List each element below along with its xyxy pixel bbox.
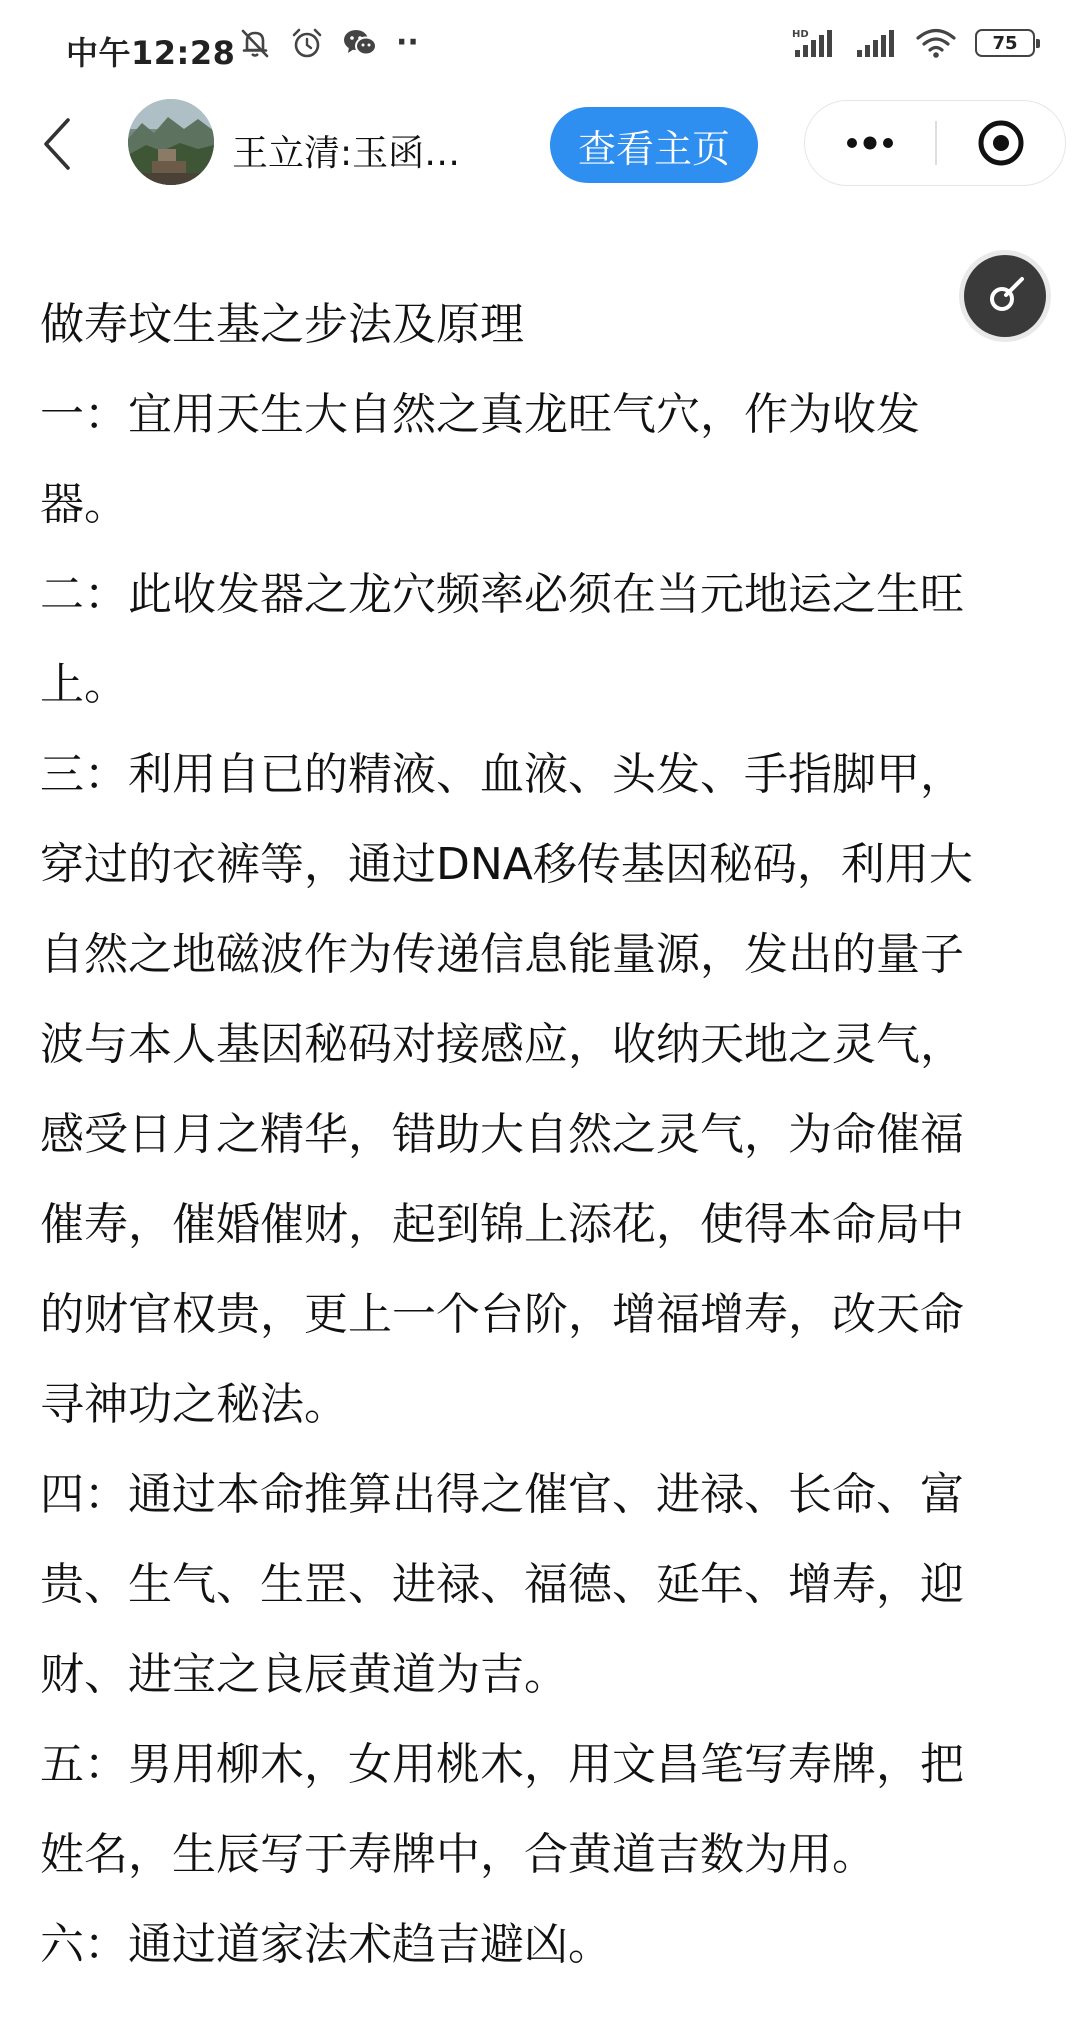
more-dots-icon xyxy=(845,136,895,150)
target-close-icon xyxy=(976,118,1026,168)
view-homepage-button[interactable]: 查看主页 xyxy=(550,107,758,183)
article-line: 五：男用柳木，女用桃木，用文昌笔写寿牌，把 xyxy=(40,1739,964,1790)
status-time: 中午12:28 xyxy=(66,34,236,72)
more-options-button[interactable] xyxy=(805,101,935,185)
article-line: 上。 xyxy=(40,659,128,710)
hd-label: HD xyxy=(792,29,809,40)
article-body xyxy=(40,280,1040,1990)
article-line: 催寿，催婚催财，起到锦上添花，使得本命局中 xyxy=(40,1199,964,1250)
article-line: 姓名，生辰写于寿牌中，合黄道吉数为用。 xyxy=(40,1829,876,1880)
article-header xyxy=(0,95,1079,195)
status-icons-left xyxy=(238,26,419,60)
signal-icon xyxy=(855,26,897,60)
avatar-landscape-image xyxy=(128,99,214,185)
article-line: 贵、生气、生罡、进禄、福德、延年、增寿，迎 xyxy=(40,1559,964,1610)
article-line: 二：此收发器之龙穴频率必须在当元地运之生旺 xyxy=(40,569,964,620)
article-line: 财、进宝之良辰黄道为吉。 xyxy=(40,1649,568,1700)
article-line: 六：通过道家法术趋吉避凶。 xyxy=(40,1919,612,1970)
close-mini-program-button[interactable] xyxy=(936,101,1065,185)
alarm-clock-icon xyxy=(290,26,324,60)
article-title: 做寿坟生基之步法及原理 xyxy=(40,299,524,350)
article-line: 三：利用自已的精液、血液、头发、手指脚甲， xyxy=(40,749,964,800)
article-line: 自然之地磁波作为传递信息能量源，发出的量子 xyxy=(40,929,964,980)
article-line: 四：通过本命推算出得之催官、进禄、长命、富 xyxy=(40,1469,964,1520)
status-bar xyxy=(0,0,1079,95)
chevron-left-icon xyxy=(42,117,72,171)
avatar[interactable] xyxy=(128,99,214,185)
mini-program-capsule xyxy=(804,100,1066,186)
wifi-icon xyxy=(915,26,957,60)
article-line: 一：宜用天生大自然之真龙旺气穴，作为收发 xyxy=(40,389,920,440)
account-name[interactable]: 王立清:玉函… xyxy=(232,133,461,174)
battery-level: 75 xyxy=(992,32,1018,54)
article-line: 的财官权贵，更上一个台阶，增福增寿，改天命 xyxy=(40,1289,964,1340)
back-button[interactable] xyxy=(36,111,78,177)
battery-icon xyxy=(975,29,1035,57)
more-notifications-dots: ·· xyxy=(396,25,419,60)
article-line: 寻神功之秘法。 xyxy=(40,1379,348,1430)
article-line: 穿过的衣裤等，通过DNA移传基因秘码，利用大 xyxy=(40,839,973,890)
article-line: 器。 xyxy=(40,479,128,530)
bell-muted-icon xyxy=(238,26,272,60)
wechat-icon xyxy=(342,26,378,60)
status-icons-right xyxy=(791,26,1035,60)
hd-signal-icon xyxy=(791,26,837,60)
article-line: 波与本人基因秘码对接感应，收纳天地之灵气， xyxy=(40,1019,964,1070)
article-line: 感受日月之精华，错助大自然之灵气，为命催福 xyxy=(40,1109,964,1160)
